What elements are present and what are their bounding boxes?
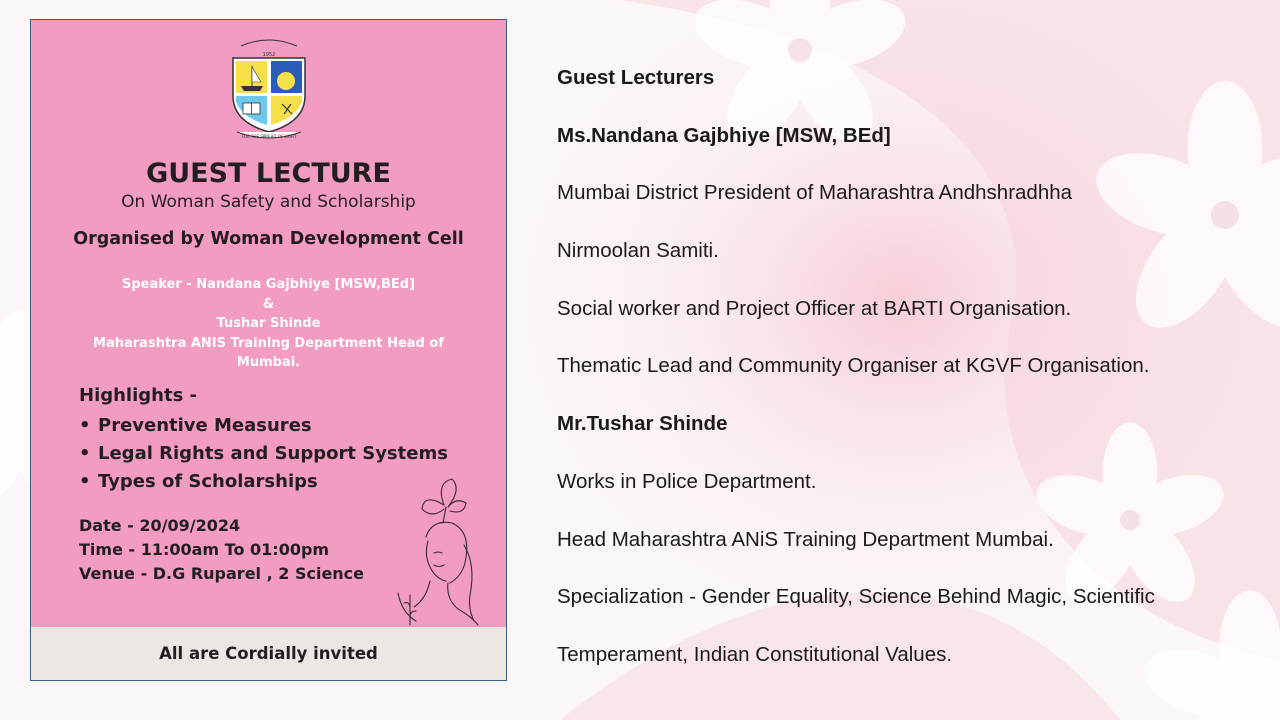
lecturer-detail: Nirmoolan Samiti. — [557, 239, 719, 263]
bullet-icon: • — [79, 471, 91, 492]
lecturer-name: Ms.Nandana Gajbhiye [MSW, BEd] — [557, 123, 891, 147]
poster-organiser: Organised by Woman Development Cell — [73, 229, 464, 249]
speaker-line: & — [262, 296, 275, 312]
event-details — [79, 514, 364, 586]
lecturer-detail: Head Maharashtra ANiS Training Department Mumbai. — [557, 527, 1054, 551]
poster-subtitle: On Woman Safety and Scholarship — [121, 192, 416, 212]
lecturer-detail: Works in Police Department. — [557, 469, 817, 493]
poster-title: GUEST LECTURE — [146, 158, 391, 189]
lecturer-detail: Specialization - Gender Equality, Science Behind Magic, Scientific — [557, 585, 1155, 609]
list-item: • Types of Scholarships — [79, 468, 448, 496]
list-item: • Legal Rights and Support Systems — [79, 440, 448, 468]
svg-text:1952: 1952 — [262, 52, 276, 58]
lecturer-detail: Social worker and Project Officer at BARTI Organisation. — [557, 296, 1072, 320]
event-time: Time - 11:00am To 01:00pm — [79, 540, 330, 559]
guest-lecturers-section — [557, 60, 1257, 695]
event-poster — [30, 19, 507, 681]
speaker-line: Tushar Shinde — [216, 316, 321, 331]
section-heading: Guest Lecturers — [557, 66, 715, 89]
highlights-heading: Highlights - — [79, 385, 198, 406]
speaker-line: Maharashtra ANIS Training Department Head of — [93, 335, 444, 351]
lecturer-detail: Temperament, Indian Constitutional Values. — [557, 642, 953, 666]
bullet-icon: • — [79, 443, 91, 464]
woman-butterfly-illustration — [386, 475, 486, 630]
svg-text:FOR THE SPREAD OF LIGHT: FOR THE SPREAD OF LIGHT — [241, 134, 297, 139]
lecturer-detail: Thematic Lead and Community Organiser at KGVF Organisation. — [557, 354, 1150, 378]
list-item: • Preventive Measures — [79, 412, 448, 440]
lecturer-detail: Mumbai District President of Maharashtra Andhshradhha — [557, 181, 1073, 205]
speaker-info — [91, 275, 446, 373]
college-crest-logo — [227, 36, 311, 140]
speaker-line: Mumbai. — [236, 355, 301, 370]
bullet-icon: • — [79, 415, 91, 436]
event-venue: Venue - D.G Ruparel , 2 Science — [79, 564, 365, 583]
event-date: Date - 20/09/2024 — [79, 516, 241, 535]
speaker-line: Speaker - Nandana Gajbhiye [MSW,BEd] — [122, 277, 415, 292]
lecturer-name: Mr.Tushar Shinde — [557, 412, 728, 436]
poster-footer: All are Cordially invited — [31, 627, 506, 680]
